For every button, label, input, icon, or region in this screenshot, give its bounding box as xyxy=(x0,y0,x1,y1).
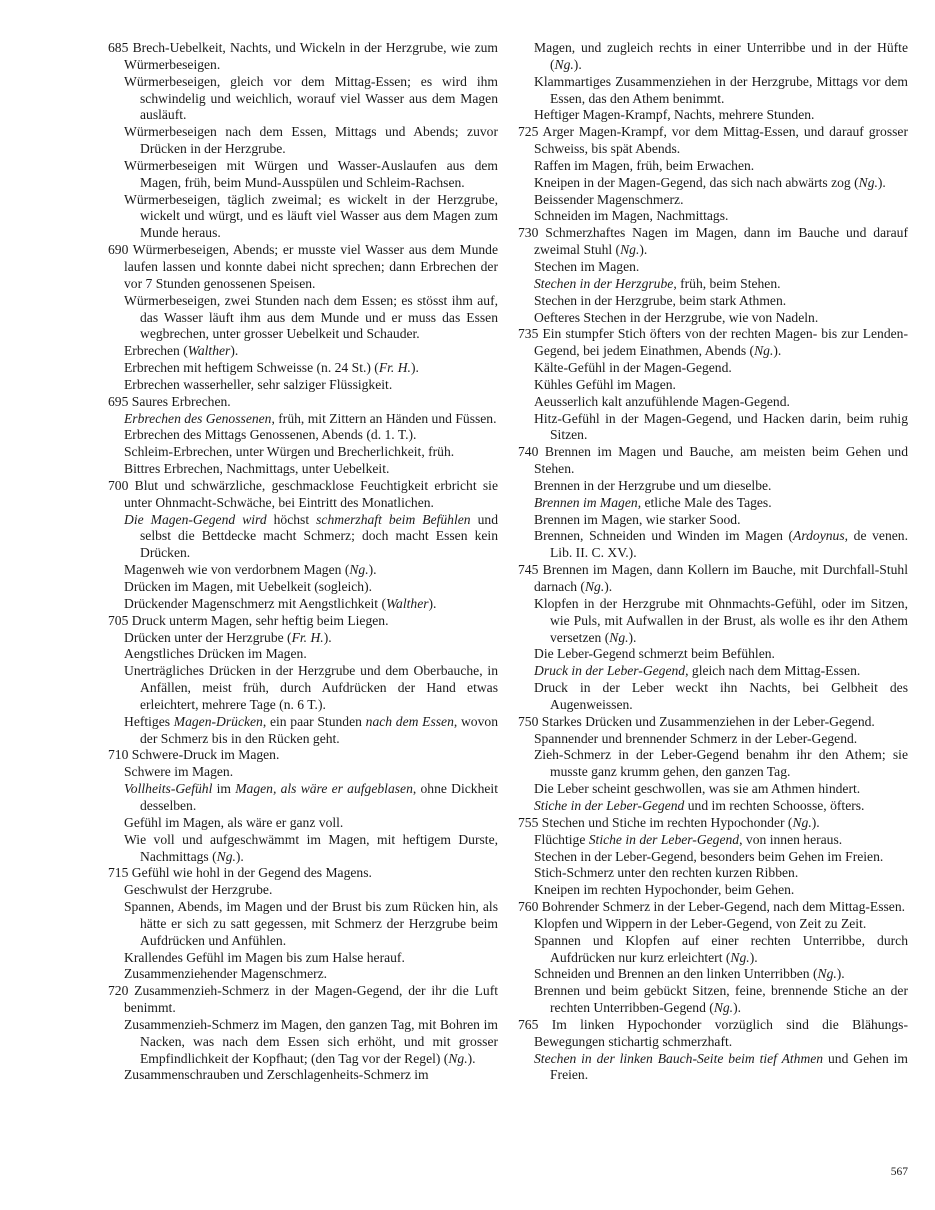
text-run: 750 Starkes Drücken und Zusammenziehen in der Leber-Gegend. xyxy=(518,713,875,729)
italic-text: Stiche in der Leber-Gegend xyxy=(534,797,685,813)
right-column xyxy=(518,40,908,1084)
symptom-entry xyxy=(518,495,908,512)
numbered-entry xyxy=(108,747,498,764)
numbered-entry xyxy=(518,562,908,596)
italic-text: Magen, als wäre er aufgeblasen xyxy=(235,781,413,797)
symptom-entry xyxy=(518,849,908,866)
italic-text: Fr. H. xyxy=(378,360,411,376)
symptom-entry xyxy=(108,663,498,714)
symptom-entry xyxy=(108,461,498,478)
symptom-entry xyxy=(108,832,498,866)
symptom-entry xyxy=(518,478,908,495)
text-run: ). xyxy=(628,629,637,645)
text-run: 705 Druck unterm Magen, sehr heftig beim Liegen. xyxy=(108,612,389,628)
italic-text: Erbrechen des Genossenen xyxy=(124,410,272,426)
text-run: und Gehen im Freien. xyxy=(550,1050,908,1083)
text-run: 765 Im linken Hypochonder vorzüglich sind die Blähungs-Bewegungen stichartig schmerzhaft. xyxy=(518,1016,908,1049)
text-run: Gefühl im Magen, als wäre er ganz voll. xyxy=(124,814,344,830)
symptom-entry xyxy=(518,310,908,327)
text-run: ). xyxy=(836,966,845,982)
text-run: Hitz-Gefühl in der Magen-Gegend, und Hacken darin, beim ruhig Sitzen. xyxy=(534,410,908,443)
symptom-entry xyxy=(518,158,908,175)
symptom-entry xyxy=(518,192,908,209)
italic-text: Walther xyxy=(187,343,231,359)
symptom-entry xyxy=(108,360,498,377)
text-run: 695 Saures Erbrechen. xyxy=(108,393,231,409)
text-run: 740 Brennen im Magen und Bauche, am meisten beim Gehen und Stehen. xyxy=(518,444,908,477)
italic-text: Ng. xyxy=(817,966,837,982)
symptom-entry xyxy=(108,579,498,596)
text-run: ). xyxy=(573,56,582,72)
text-run: 685 Brech-Uebelkeit, Nachts, und Wickeln in der Herzgrube, wie zum Würmerbeseigen. xyxy=(108,40,498,72)
symptom-entry xyxy=(518,512,908,529)
text-run: ). xyxy=(467,1050,476,1066)
italic-text: nach dem Essen xyxy=(365,713,454,729)
symptom-entry xyxy=(518,596,908,647)
symptom-entry xyxy=(518,107,908,124)
numbered-entry xyxy=(518,124,908,158)
text-run: Druck in der Leber weckt ihn Nachts, bei Gelbheit des Augenweissen. xyxy=(534,680,908,712)
text-run: 760 Bohrender Schmerz in der Leber-Gegend, nach dem Mittag-Essen. xyxy=(518,899,906,915)
text-run: Magen, und zugleich rechts in einer Unterribbe und in der Hüfte ( xyxy=(534,40,908,72)
text-run: Zusammenziehender Magenschmerz. xyxy=(124,966,328,982)
text-run: im xyxy=(212,781,236,797)
text-run: 735 Ein stumpfer Stich öfters von der rechten Magen- bis zur Lenden-Gegend, bei jedem Einathmen, Abends ( xyxy=(518,326,908,359)
symptom-entry xyxy=(518,882,908,899)
symptom-entry xyxy=(518,208,908,225)
text-run: 755 Stechen und Stiche im rechten Hypochonder ( xyxy=(518,814,793,830)
numbered-entry xyxy=(108,40,498,74)
text-run: ). xyxy=(323,629,332,645)
italic-text: Ng. xyxy=(584,579,605,594)
text-run: , etliche Male des Tages. xyxy=(637,494,772,510)
text-run: , gleich nach dem Mittag-Essen. xyxy=(685,663,861,679)
text-run: ). xyxy=(733,1000,742,1016)
text-run: ). xyxy=(428,595,437,611)
text-run: Klopfen und Wippern in der Leber-Gegend, von Zeit zu Zeit. xyxy=(534,915,867,931)
text-run: Spannender und brennender Schmerz in der Leber-Gegend. xyxy=(534,730,858,746)
symptom-entry xyxy=(108,74,498,125)
italic-text: Ng. xyxy=(730,949,750,965)
symptom-entry xyxy=(108,882,498,899)
text-run: Oefteres Stechen in der Herzgrube, wie von Nadeln. xyxy=(534,309,819,325)
italic-text: Ng. xyxy=(620,242,640,258)
symptom-entry xyxy=(518,259,908,276)
italic-text: Die Magen-Gegend wird xyxy=(124,511,267,527)
text-run: ). xyxy=(368,562,377,578)
numbered-entry xyxy=(518,815,908,832)
symptom-entry xyxy=(518,175,908,192)
text-run: 745 Brennen im Magen, dann Kollern im Bauche, mit Durchfall-Stuhl darnach ( xyxy=(518,562,908,594)
text-run: Brennen und beim gebückt Sitzen, feine, brennende Stiche an der rechten Unterribben-Gegend ( xyxy=(534,983,908,1016)
symptom-entry xyxy=(518,1051,908,1085)
symptom-entry xyxy=(108,427,498,444)
text-run: , wovon der Schmerz bis in den Rücken geht. xyxy=(140,713,498,746)
text-run: Stechen in der Leber-Gegend, besonders beim Gehen im Freien. xyxy=(534,848,884,864)
text-run: Heftiges xyxy=(124,713,174,729)
text-run: Zusammenzieh-Schmerz im Magen, den ganzen Tag, mit Bohren im Nacken, was nach dem Essen sich erhöht, und mit grosser Empfindlichkeit der Kopfhaut; (den Tag vor der Regel) ( xyxy=(124,1016,498,1066)
text-run: Zieh-Schmerz in der Leber-Gegend benahm ihr den Athem; sie musste ganz krumm gehen, den ganzen Tag. xyxy=(534,747,908,780)
symptom-entry xyxy=(518,663,908,680)
symptom-entry xyxy=(108,562,498,579)
italic-text: Fr. H. xyxy=(291,629,324,645)
text-run: Die Leber scheint geschwollen, was sie am Athmen hindert. xyxy=(534,781,861,797)
symptom-entry xyxy=(108,444,498,461)
symptom-entry xyxy=(108,377,498,394)
text-run: Klopfen in der Herzgrube mit Ohnmachts-Gefühl, oder im Sitzen, wie Puls, mit Aufwallen in der Brust, als wolle es ihr den Athem versetzen ( xyxy=(534,595,908,645)
text-run: 730 Schmerzhaftes Nagen im Magen, dann im Bauche und darauf zweimal Stuhl ( xyxy=(518,225,908,258)
text-run: Spannen, Abends, im Magen und der Brust bis zum Rücken hin, als hätte er sich zu satt gegessen, mit Schmerz der Herzgrube beim Aufdrücken und Anfühlen. xyxy=(124,899,498,948)
italic-text: Druck in der Leber-Gegend xyxy=(534,663,686,679)
numbered-entry xyxy=(518,225,908,259)
symptom-entry xyxy=(518,781,908,798)
symptom-entry xyxy=(108,596,498,613)
symptom-entry xyxy=(518,865,908,882)
text-run: 725 Arger Magen-Krampf, vor dem Mittag-Essen, und darauf grosser Schweiss, bis spät Abends. xyxy=(518,124,908,157)
symptom-entry xyxy=(108,512,498,563)
text-run: Stechen im Magen. xyxy=(534,258,640,274)
italic-text: Ng. xyxy=(858,174,878,190)
text-run: Schneiden und Brennen an den linken Unterribben ( xyxy=(534,966,818,982)
text-run: Drücken unter der Herzgrube ( xyxy=(124,629,292,645)
symptom-entry xyxy=(518,40,908,74)
text-run: 700 Blut und schwärzliche, geschmacklose Feuchtigkeit erbricht sie unter Ohnmacht-Schwäche, bei Eintritt des Monatlichen. xyxy=(108,477,498,510)
symptom-entry xyxy=(108,124,498,158)
text-run: , früh, mit Zittern an Händen und Füssen. xyxy=(271,410,497,426)
text-run: ). xyxy=(410,360,419,376)
symptom-entry xyxy=(108,158,498,192)
symptom-entry xyxy=(108,714,498,748)
numbered-entry xyxy=(108,613,498,630)
symptom-entry xyxy=(108,411,498,428)
text-run: ). xyxy=(811,814,820,830)
text-run: Kneipen im rechten Hypochonder, beim Gehen. xyxy=(534,882,795,898)
italic-text: Ng. xyxy=(554,56,574,72)
text-run: Spannen und Klopfen auf einer rechten Unterribbe, durch Aufdrücken nur kurz erleichtert ( xyxy=(534,932,908,965)
text-run: Kühles Gefühl im Magen. xyxy=(534,376,676,392)
text-run: 710 Schwere-Druck im Magen. xyxy=(108,747,280,763)
text-run: Schwere im Magen. xyxy=(124,764,234,780)
italic-text: Ng. xyxy=(609,629,629,645)
text-run: ). xyxy=(639,242,648,258)
symptom-entry xyxy=(108,950,498,967)
text-run: Drücken im Magen, mit Uebelkeit (sogleich). xyxy=(124,579,373,594)
symptom-entry xyxy=(518,377,908,394)
text-run: höchst xyxy=(266,511,317,527)
text-run: 690 Würmerbeseigen, Abends; er musste viel Wasser aus dem Munde laufen lassen und konnte dabei nicht sprechen; dann Erbrechen der vor 7 Stunden genossenen Speisen. xyxy=(108,242,498,291)
symptom-entry xyxy=(518,646,908,663)
page-number: 567 xyxy=(890,1166,908,1178)
text-run: Aengstliches Drücken im Magen. xyxy=(124,646,307,662)
text-run: Klammartiges Zusammenziehen in der Herzgrube, Mittags vor dem Essen, das den Athem benimmt. xyxy=(534,73,908,106)
symptom-entry xyxy=(518,747,908,781)
text-run: Wie voll und aufgeschwämmt im Magen, mit heftigem Durste, Nachmittags ( xyxy=(124,831,498,864)
symptom-entry xyxy=(518,916,908,933)
italic-text: Stechen in der Herzgrube xyxy=(534,275,674,291)
text-run: Würmerbeseigen nach dem Essen, Mittags und Abends; zuvor Drücken in der Herzgrube. xyxy=(124,124,498,157)
text-run: Drückender Magenschmerz mit Aengstlichkeit ( xyxy=(124,595,386,611)
italic-text: Magen-Drücken xyxy=(173,713,263,729)
text-run: Erbrechen mit heftigem Schweisse (n. 24 St.) ( xyxy=(124,360,379,376)
text-run: Beissender Magenschmerz. xyxy=(534,191,684,207)
text-run: ). xyxy=(773,343,782,359)
numbered-entry xyxy=(108,478,498,512)
text-run: Kneipen in der Magen-Gegend, das sich nach abwärts zog ( xyxy=(534,174,859,190)
text-run: Aeusserlich kalt anzufühlende Magen-Gegend. xyxy=(534,393,790,409)
text-run: und selbst die Bettdecke macht Schmerz; doch macht Essen kein Drücken. xyxy=(140,511,498,561)
text-run: , de venen. Lib. II. C. XV.). xyxy=(550,528,908,561)
text-run: Zusammenschrauben und Zerschlagenheits-Schmerz im xyxy=(124,1067,429,1083)
numbered-entry xyxy=(518,444,908,478)
text-run: Geschwulst der Herzgrube. xyxy=(124,882,273,898)
text-run: Schneiden im Magen, Nachmittags. xyxy=(534,208,729,224)
symptom-entry xyxy=(518,411,908,445)
italic-text: Ardoynus xyxy=(793,528,845,544)
text-run: 715 Gefühl wie hohl in der Gegend des Magens. xyxy=(108,865,372,881)
text-run: Stechen in der Herzgrube, beim stark Athmen. xyxy=(534,292,787,308)
numbered-entry xyxy=(518,714,908,731)
symptom-entry xyxy=(108,630,498,647)
symptom-entry xyxy=(518,933,908,967)
text-run: Brennen im Magen, wie starker Sood. xyxy=(534,511,741,527)
symptom-entry xyxy=(518,966,908,983)
symptom-entry xyxy=(108,343,498,360)
symptom-entry xyxy=(108,781,498,815)
text-run: Magenweh wie von verdorbnem Magen ( xyxy=(124,562,350,578)
italic-text: schmerzhaft beim Befühlen xyxy=(316,511,471,527)
text-run: Brennen, Schneiden und Winden im Magen ( xyxy=(534,528,794,544)
text-run: Flüchtige xyxy=(534,831,589,847)
text-run: Schleim-Erbrechen, unter Würgen und Brecherlichkeit, früh. xyxy=(124,444,455,460)
symptom-entry xyxy=(108,293,498,344)
italic-text: Stechen in der linken Bauch-Seite beim tief Athmen xyxy=(534,1050,824,1066)
numbered-entry xyxy=(518,1017,908,1051)
text-run: Erbrechen wasserheller, sehr salziger Flüssigkeit. xyxy=(124,376,393,392)
text-run: Bittres Erbrechen, Nachmittags, unter Uebelkeit. xyxy=(124,461,390,477)
numbered-entry xyxy=(108,242,498,293)
symptom-entry xyxy=(518,832,908,849)
text-run: Würmerbeseigen, gleich vor dem Mittag-Essen; es wird ihm schwindelig und weichlich, worauf viel Wasser aus dem Magen ausläuft. xyxy=(124,73,498,123)
symptom-entry xyxy=(108,815,498,832)
text-run: Krallendes Gefühl im Magen bis zum Halse herauf. xyxy=(124,949,405,965)
text-run: , ein paar Stunden xyxy=(262,713,366,729)
numbered-entry xyxy=(518,326,908,360)
symptom-entry xyxy=(518,798,908,815)
italic-text: Ng. xyxy=(216,848,236,864)
text-run: Raffen im Magen, früh, beim Erwachen. xyxy=(534,157,755,173)
text-run: ). xyxy=(230,343,239,359)
symptom-entry xyxy=(518,394,908,411)
numbered-entry xyxy=(108,983,498,1017)
left-column xyxy=(108,40,498,1084)
text-run: Stich-Schmerz unter den rechten kurzen Ribben. xyxy=(534,865,799,881)
symptom-entry xyxy=(108,1017,498,1068)
italic-text: Brennen im Magen xyxy=(534,494,638,510)
text-run: ). xyxy=(749,949,758,965)
italic-text: Ng. xyxy=(754,343,774,359)
italic-text: Walther xyxy=(385,595,429,611)
symptom-entry xyxy=(108,966,498,983)
symptom-entry xyxy=(518,74,908,108)
numbered-entry xyxy=(518,899,908,916)
text-run: Brennen in der Herzgrube und um dieselbe. xyxy=(534,477,772,493)
symptom-entry xyxy=(518,680,908,714)
text-run: 720 Zusammenzieh-Schmerz in der Magen-Gegend, der ihr die Luft benimmt. xyxy=(108,983,498,1016)
text-run: ). xyxy=(877,174,886,190)
symptom-entry xyxy=(108,1067,498,1084)
symptom-entry xyxy=(518,293,908,310)
symptom-entry xyxy=(518,276,908,293)
text-run: ). xyxy=(604,579,613,594)
text-run: Erbrechen des Mittags Genossenen, Abends (d. 1. T.). xyxy=(124,427,417,443)
symptom-entry xyxy=(518,360,908,377)
text-run: Heftiger Magen-Krampf, Nachts, mehrere Stunden. xyxy=(534,107,815,123)
italic-text: Stiche in der Leber-Gegend xyxy=(588,831,740,847)
numbered-entry xyxy=(108,394,498,411)
text-run: , ohne Dickheit desselben. xyxy=(140,781,498,813)
symptom-entry xyxy=(108,646,498,663)
symptom-entry xyxy=(108,899,498,950)
text-run: ). xyxy=(235,848,244,864)
text-run: Würmerbeseigen, zwei Stunden nach dem Essen; es stösst ihm auf, das Wasser läuft ihm aus dem Munde und er muss das Essen wegbrechen, unter grosser Uebelkeit und Schauder. xyxy=(124,292,498,342)
symptom-entry xyxy=(108,764,498,781)
text-run: Würmerbeseigen mit Würgen und Wasser-Auslaufen aus dem Magen, früh, beim Mund-Ausspülen und Schleim-Rachsen. xyxy=(124,157,498,190)
text-run: Würmerbeseigen, täglich zweimal; es wickelt in der Herzgrube, wickelt und würgt, und es läuft viel Wasser aus dem Magen zum Munde heraus. xyxy=(124,191,498,241)
symptom-entry xyxy=(518,528,908,562)
italic-text: Ng. xyxy=(349,562,369,578)
italic-text: Ng. xyxy=(713,1000,734,1016)
symptom-entry xyxy=(108,192,498,243)
text-run: Die Leber-Gegend schmerzt beim Befühlen. xyxy=(534,646,775,662)
text-run: Kälte-Gefühl in der Magen-Gegend. xyxy=(534,360,732,376)
text-run: und im rechten Schoosse, öfters. xyxy=(684,797,865,813)
italic-text: Vollheits-Gefühl xyxy=(124,781,213,797)
italic-text: Ng. xyxy=(448,1050,468,1066)
italic-text: Ng. xyxy=(792,814,812,830)
text-run: , früh, beim Stehen. xyxy=(673,275,781,291)
numbered-entry xyxy=(108,865,498,882)
document-page xyxy=(108,40,908,1165)
symptom-entry xyxy=(518,731,908,748)
text-run: Unerträgliches Drücken in der Herzgrube und dem Oberbauche, in Anfällen, meist früh, durch Aufdrücken der Hand etwas erleichtert, mehrere Tage (n. 6 T.). xyxy=(124,663,498,712)
text-run: Erbrechen ( xyxy=(124,343,188,359)
symptom-entry xyxy=(518,983,908,1017)
text-run: , von innen heraus. xyxy=(739,831,843,847)
